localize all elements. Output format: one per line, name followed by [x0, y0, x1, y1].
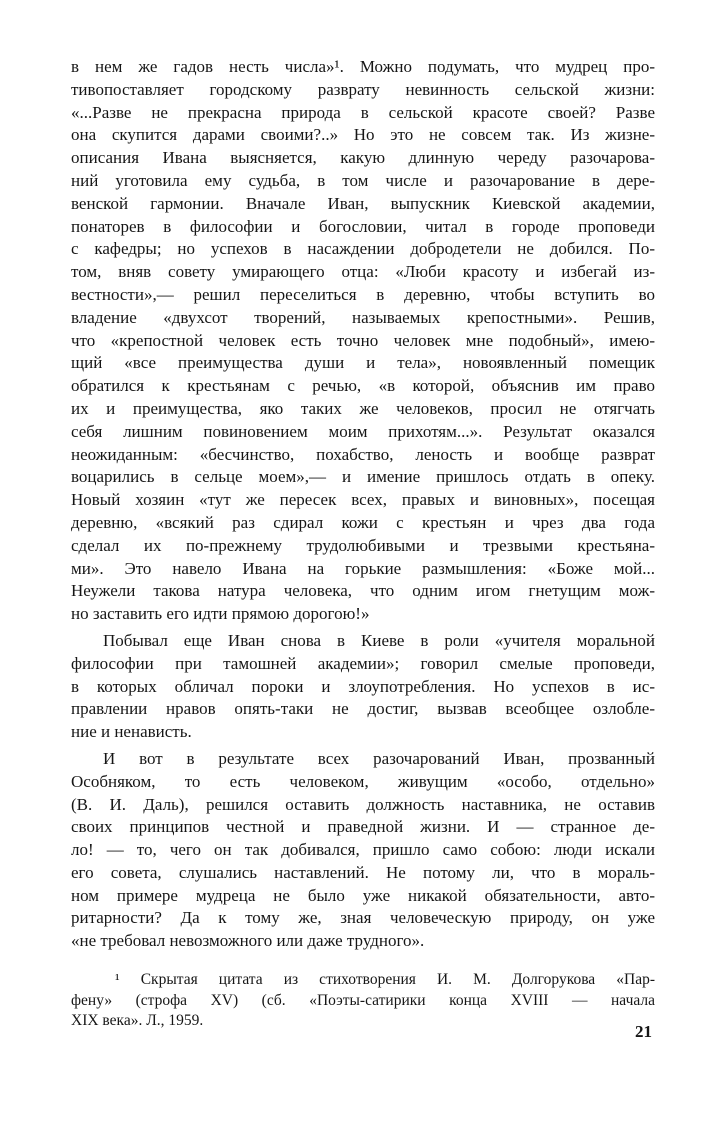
text-line: в которых обличал пороки и злоупотребления. Но успехов в ис- [71, 676, 655, 696]
text-line: что «крепостной человек есть точно человек мне подобный», имею- [71, 330, 655, 350]
text-line: но заставить его идти прямою дорогою!» [71, 604, 370, 624]
text-line: И вот в результате всех разочарований Иван, прозванный [103, 748, 655, 768]
text-line: владение «двухсот творений, называемых крепостными». Решив, [71, 307, 655, 327]
paragraph-1 [71, 56, 655, 626]
text-line: вестности»,— решил переселиться в деревню, чтобы вступить во [71, 284, 655, 304]
text-line: его совета, слушались наставлений. Не потому ли, что в мораль- [71, 862, 655, 882]
text-line: Неужели такова натура человека, что одним игом гнетущим мож- [71, 581, 655, 601]
text-line: ний уготовила ему судьба, в том числе и разочарование в дере- [71, 170, 655, 190]
text-line: обратился к крестьянам с речью, «в которой, объяснив им право [71, 376, 655, 396]
text-line: ном примере мудреца не было уже никакой обязательности, авто- [71, 885, 655, 905]
text-line: понаторев в философии и богословии, читал в городе проповеди [71, 216, 655, 236]
footnote [71, 970, 655, 1032]
paragraph-2 [71, 630, 655, 744]
text-line: она скупится дарами своими?..» Но это не совсем так. Из жизне- [71, 125, 655, 145]
text-line: тивопоставляет городскому разврату невинность сельской жизни: [71, 79, 655, 99]
text-line: своих принципов честной и праведной жизни. И — странное де- [71, 817, 655, 837]
text-line: «не требовал невозможного или даже трудного». [71, 931, 425, 951]
main-text [71, 56, 655, 953]
text-line: в нем же гадов несть числа»¹. Можно подумать, что мудрец про- [71, 57, 655, 76]
text-line: щий «все преимущества души и тела», новоявленный помещик [71, 353, 655, 373]
text-line: ритарности? Да к тому же, зная человеческую природу, он уже [71, 908, 655, 928]
text-line: воцарились в сельце моем»,— и имение пришлось отдать в опеку. [71, 467, 655, 487]
text-line: ми». Это навело Ивана на горькие размышления: «Боже мой... [71, 558, 655, 578]
text-line: венской гармонии. Вначале Иван, выпускник Киевской академии, [71, 193, 655, 213]
text-line: ние и ненависть. [71, 722, 192, 742]
text-line: деревню, «всякий раз сдирал кожи с крестьян и чрез два года [71, 512, 655, 532]
text-line: себя лишним повиновением моим прихотям...». Результат оказался [71, 421, 655, 441]
text-line: сделал их по-прежнему трудолюбивыми и трезвыми крестьяна- [71, 535, 655, 555]
footnote-line: фену» (строфа XV) (сб. «Поэты-сатирики конца XVIII — начала [71, 991, 655, 1009]
text-line: неожиданным: «бесчинство, похабство, леность и вообще разврат [71, 444, 655, 464]
text-line: Особняком, то есть человеком, живущим «особо, отдельно» [71, 771, 655, 791]
footnote-line: ¹ Скрытая цитата из стихотворения И. М. Долгорукова «Пар- [115, 971, 655, 988]
text-line: «...Разве не прекрасна природа в сельской красоте своей? Разве [71, 102, 655, 122]
text-line: (В. И. Даль), решился оставить должность наставника, не оставив [71, 794, 655, 814]
text-line: правлении нравов опять-таки не достиг, вызвав всеобщее озлобле- [71, 699, 655, 719]
footnote-line: XIX века». Л., 1959. [71, 1012, 204, 1029]
text-line: их и преимущества, яко таких же человеков, просил не отягчать [71, 398, 655, 418]
text-line: философии при тамошней академии»; говорил смелые проповеди, [71, 653, 655, 673]
text-line: описания Ивана выясняется, какую длинную череду разочарова- [71, 148, 655, 168]
text-line: с кафедры; но успехов в насаждении добродетели не добился. По- [71, 239, 655, 259]
paragraph-3 [71, 748, 655, 953]
text-line: том, вняв совету умирающего отца: «Люби красоту и избегай из- [71, 262, 655, 282]
page-number: 21 [635, 1022, 652, 1041]
text-line: ло! — то, чего он так добивался, пришло само собою: люди искали [71, 840, 655, 860]
text-line: Новый хозяин «тут же пересек всех, правых и виновных», посещая [71, 490, 655, 510]
text-line: Побывал еще Иван снова в Киеве в роли «учителя моральной [103, 630, 655, 650]
